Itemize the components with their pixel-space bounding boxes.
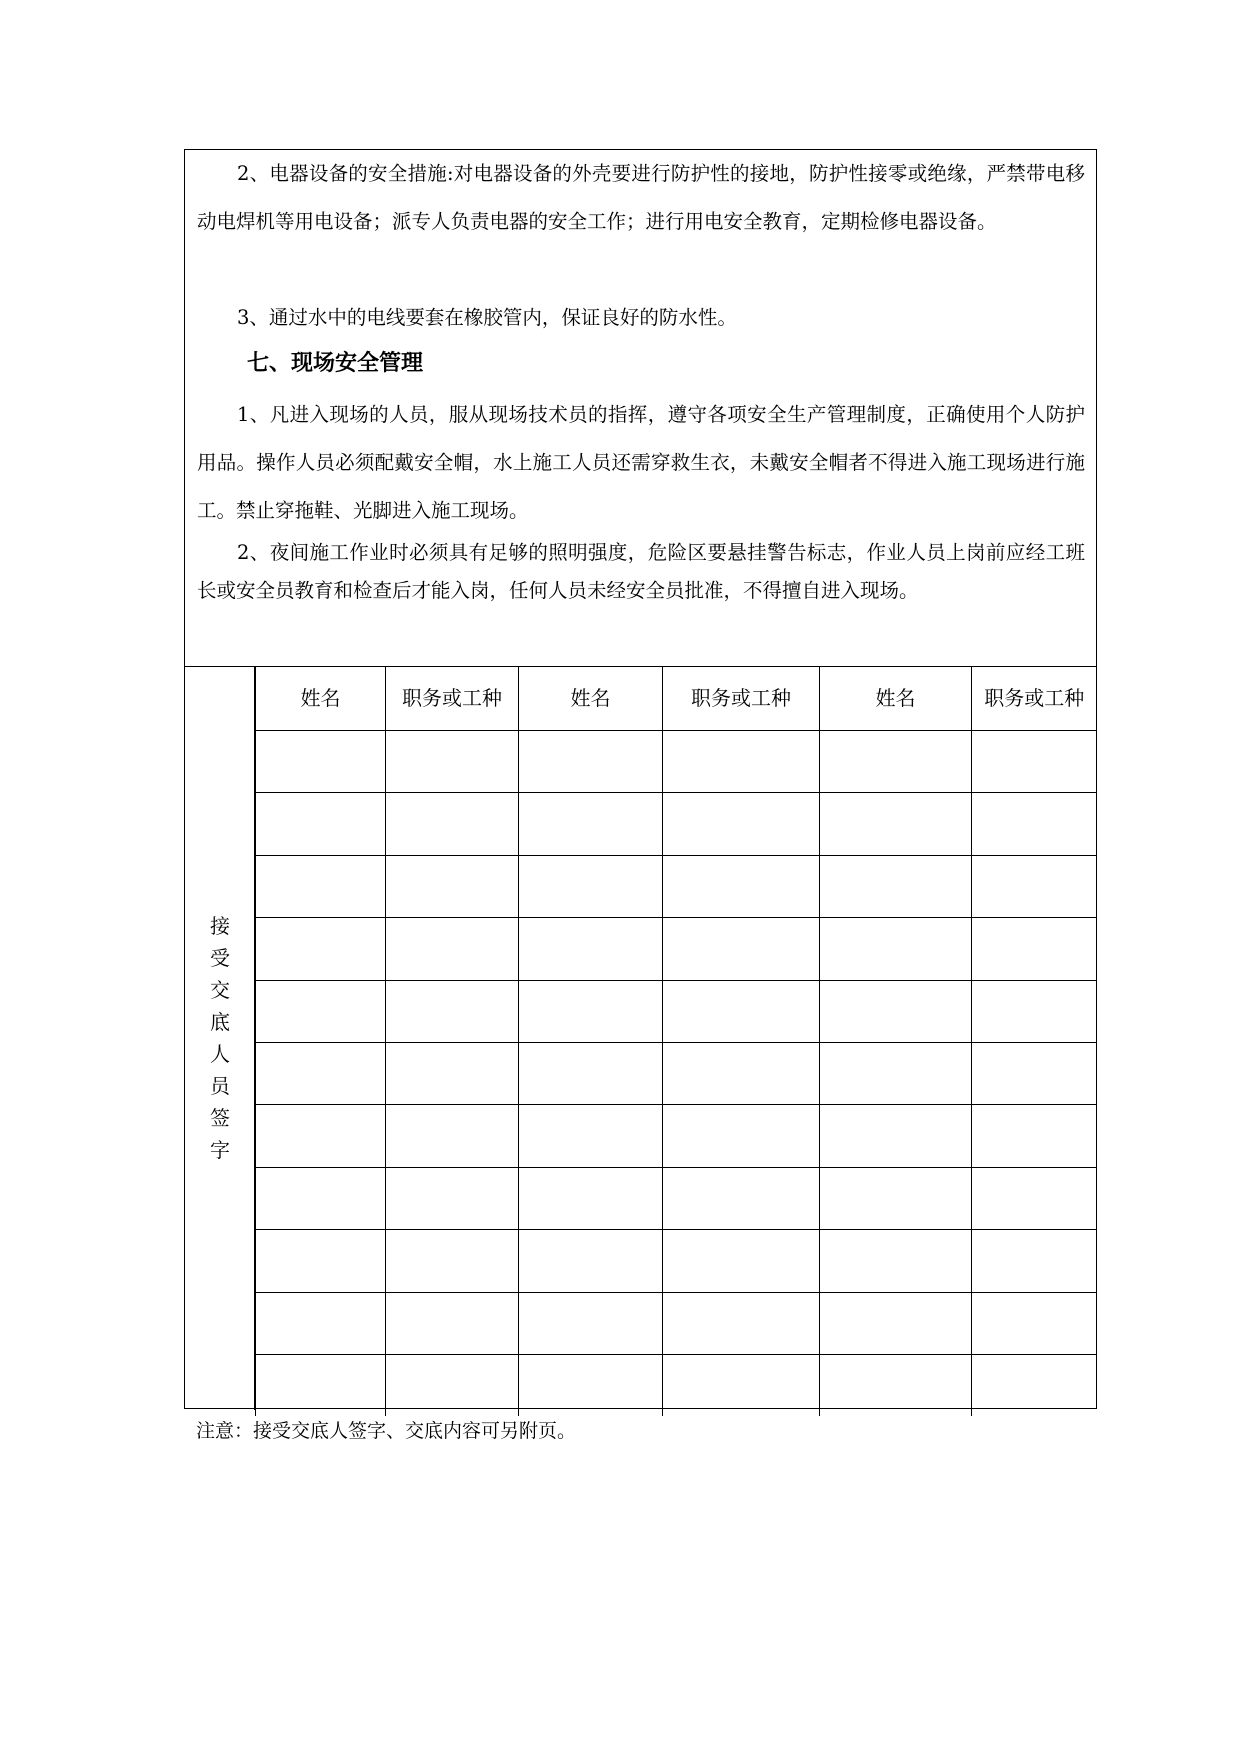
signature-cell-name[interactable] bbox=[820, 1292, 972, 1354]
signature-cell-position[interactable] bbox=[663, 1167, 820, 1229]
signature-cell-position[interactable] bbox=[663, 855, 820, 917]
signature-cell-position[interactable] bbox=[972, 980, 1097, 1042]
signature-cell-name[interactable] bbox=[256, 980, 386, 1042]
header-position: 职务或工种 bbox=[663, 666, 820, 731]
signature-cell-name[interactable] bbox=[256, 1354, 386, 1416]
signature-cell-name[interactable] bbox=[256, 1230, 386, 1292]
signature-cell-name[interactable] bbox=[256, 1292, 386, 1354]
signature-cell-name[interactable] bbox=[820, 1230, 972, 1292]
signature-cell-position[interactable] bbox=[972, 1042, 1097, 1104]
signature-row bbox=[256, 1230, 1097, 1292]
section-heading: 七、现场安全管理 bbox=[247, 350, 424, 376]
signature-cell-position[interactable] bbox=[972, 1354, 1097, 1416]
header-name: 姓名 bbox=[820, 666, 972, 731]
signature-row bbox=[256, 980, 1097, 1042]
signature-cell-name[interactable] bbox=[820, 731, 972, 793]
signature-table bbox=[255, 666, 1097, 1416]
paragraph-underwater-wires: 3、通过水中的电线要套在橡胶管内，保证良好的防水性。 bbox=[237, 306, 737, 329]
signature-cell-position[interactable] bbox=[663, 918, 820, 980]
signature-cell-name[interactable] bbox=[820, 1354, 972, 1416]
signature-cell-name[interactable] bbox=[820, 1105, 972, 1167]
signature-cell-name[interactable] bbox=[256, 918, 386, 980]
signature-cell-name[interactable] bbox=[519, 918, 663, 980]
signature-cell-name[interactable] bbox=[519, 731, 663, 793]
signature-cell-position[interactable] bbox=[972, 793, 1097, 855]
signature-row bbox=[256, 918, 1097, 980]
document-frame bbox=[184, 149, 1097, 1409]
signature-label-char: 交 bbox=[210, 978, 230, 1002]
signature-label bbox=[185, 910, 255, 1166]
signature-cell-name[interactable] bbox=[820, 1167, 972, 1229]
signature-row bbox=[256, 1105, 1097, 1167]
signature-cell-position[interactable] bbox=[386, 1105, 519, 1167]
signature-cell-name[interactable] bbox=[256, 855, 386, 917]
header-position: 职务或工种 bbox=[972, 666, 1097, 731]
signature-cell-name[interactable] bbox=[820, 793, 972, 855]
signature-cell-position[interactable] bbox=[663, 1230, 820, 1292]
signature-cell-position[interactable] bbox=[386, 731, 519, 793]
signature-cell-name[interactable] bbox=[519, 1167, 663, 1229]
header-name: 姓名 bbox=[256, 666, 386, 731]
header-name: 姓名 bbox=[519, 666, 663, 731]
signature-cell-position[interactable] bbox=[972, 731, 1097, 793]
signature-label-char: 员 bbox=[210, 1074, 230, 1098]
signature-cell-position[interactable] bbox=[972, 1105, 1097, 1167]
signature-cell-position[interactable] bbox=[972, 855, 1097, 917]
signature-cell-name[interactable] bbox=[256, 793, 386, 855]
signature-cell-position[interactable] bbox=[972, 1167, 1097, 1229]
signature-cell-position[interactable] bbox=[663, 980, 820, 1042]
signature-cell-position[interactable] bbox=[386, 918, 519, 980]
signature-cell-position[interactable] bbox=[663, 731, 820, 793]
signature-label-char: 底 bbox=[210, 1010, 230, 1034]
signature-cell-position[interactable] bbox=[663, 1042, 820, 1104]
signature-cell-name[interactable] bbox=[519, 1292, 663, 1354]
signature-label-char: 签 bbox=[210, 1106, 230, 1130]
signature-cell-name[interactable] bbox=[519, 1230, 663, 1292]
signature-cell-name[interactable] bbox=[519, 793, 663, 855]
signature-cell-name[interactable] bbox=[519, 1042, 663, 1104]
signature-row bbox=[256, 1167, 1097, 1229]
signature-label-char: 人 bbox=[210, 1042, 230, 1066]
signature-label-char: 字 bbox=[210, 1138, 230, 1162]
signature-cell-name[interactable] bbox=[519, 1354, 663, 1416]
signature-label-char: 接 bbox=[210, 914, 230, 938]
signature-row bbox=[256, 855, 1097, 917]
signature-cell-name[interactable] bbox=[820, 980, 972, 1042]
paragraph-electrical-safety: 2、电器设备的安全措施:对电器设备的外壳要进行防护性的接地，防护性接零或绝缘，严禁带电移动电焊机等用电设备；派专人负责电器的安全工作；进行用电安全教育，定期检修电器设备。 bbox=[197, 162, 1085, 233]
signature-row bbox=[256, 1042, 1097, 1104]
signature-cell-position[interactable] bbox=[386, 1230, 519, 1292]
signature-cell-position[interactable] bbox=[386, 1042, 519, 1104]
signature-cell-name[interactable] bbox=[256, 1167, 386, 1229]
signature-label-column bbox=[185, 666, 255, 1410]
header-position: 职务或工种 bbox=[386, 666, 519, 731]
signature-cell-name[interactable] bbox=[519, 855, 663, 917]
signature-cell-position[interactable] bbox=[386, 793, 519, 855]
signature-cell-position[interactable] bbox=[386, 855, 519, 917]
signature-cell-position[interactable] bbox=[972, 1230, 1097, 1292]
signature-cell-position[interactable] bbox=[972, 1292, 1097, 1354]
signature-row bbox=[256, 731, 1097, 793]
content-section bbox=[185, 150, 1096, 667]
signature-cell-name[interactable] bbox=[820, 855, 972, 917]
signature-cell-position[interactable] bbox=[972, 918, 1097, 980]
signature-cell-position[interactable] bbox=[663, 1354, 820, 1416]
signature-cell-name[interactable] bbox=[820, 918, 972, 980]
paragraph-night-work: 2、夜间施工作业时必须具有足够的照明强度，危险区要悬挂警告标志，作业人员上岗前应经工班长或安全员教育和检查后才能入岗，任何人员未经安全员批准，不得擅自进入现场。 bbox=[197, 541, 1085, 602]
signature-label-char: 受 bbox=[210, 946, 230, 970]
footer-note: 注意：接受交底人签字、交底内容可另附页。 bbox=[196, 1420, 577, 1442]
signature-cell-name[interactable] bbox=[256, 1105, 386, 1167]
signature-cell-name[interactable] bbox=[256, 1042, 386, 1104]
signature-cell-name[interactable] bbox=[519, 1105, 663, 1167]
signature-cell-name[interactable] bbox=[519, 980, 663, 1042]
signature-row bbox=[256, 793, 1097, 855]
signature-cell-position[interactable] bbox=[663, 1105, 820, 1167]
signature-cell-position[interactable] bbox=[663, 1292, 820, 1354]
signature-row bbox=[256, 1292, 1097, 1354]
signature-cell-position[interactable] bbox=[386, 1354, 519, 1416]
signature-area bbox=[185, 666, 1096, 1410]
signature-cell-position[interactable] bbox=[386, 980, 519, 1042]
signature-cell-position[interactable] bbox=[386, 1292, 519, 1354]
signature-cell-position[interactable] bbox=[663, 793, 820, 855]
signature-cell-position[interactable] bbox=[386, 1167, 519, 1229]
signature-cell-name[interactable] bbox=[820, 1042, 972, 1104]
signature-row bbox=[256, 1354, 1097, 1416]
signature-table-header-row bbox=[256, 666, 1097, 731]
paragraph-site-personnel: 1、凡进入现场的人员，服从现场技术员的指挥，遵守各项安全生产管理制度，正确使用个人防护用品。操作人员必须配戴安全帽，水上施工人员还需穿救生衣，未戴安全帽者不得进入施工现场进行施工。禁止穿拖鞋、光脚进入施工现场。 bbox=[197, 403, 1085, 522]
signature-cell-name[interactable] bbox=[256, 731, 386, 793]
